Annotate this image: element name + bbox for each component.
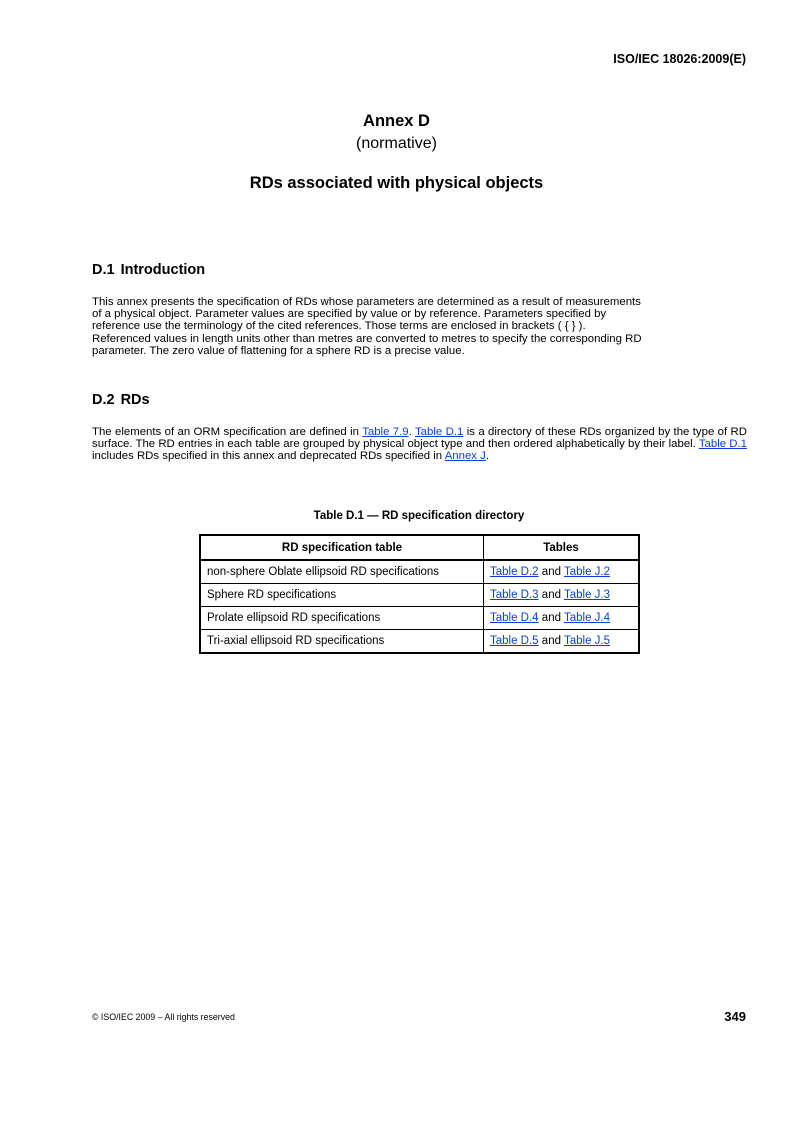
table-caption: Table D.1 — RD specification directory [313,510,525,522]
paragraph-line: parameter. The zero value of flattening for a sphere RD is a precise value. [92,344,465,357]
table-d1-link[interactable]: Table D.1 [698,438,747,451]
rds-paragraph [92,426,747,463]
table-link[interactable]: Table D.4 [490,612,539,624]
document-id: ISO/IEC 18026:2009(E) [613,52,746,66]
table-row [200,584,639,607]
table-d1-link[interactable]: Table D.1 [414,426,464,438]
copyright-notice: © ISO/IEC 2009 – All rights reserved [92,1012,235,1022]
table-link[interactable]: Table D.2 [490,566,539,578]
row-tables [484,584,640,607]
row-label: non-sphere Oblate ellipsoid RD specifications [200,560,484,584]
column-header: Tables [484,535,640,560]
paragraph-line: of a physical object. Parameter values are specified by value or by reference. Parameters specified by [92,308,607,321]
introduction-paragraph [92,296,747,357]
table-row [200,630,639,654]
section-title: RDs [120,392,150,408]
table-link[interactable]: Table J.2 [563,566,611,578]
section-title: Introduction [120,262,206,278]
row-label: Tri-axial ellipsoid RD specifications [200,630,484,654]
paragraph-text: includes RDs specified in this annex and deprecated RDs specified in [92,450,445,463]
paragraph-text: . [485,450,490,463]
annex-title: Annex D [363,112,430,130]
conjunction: and [541,566,561,578]
paragraph-line: This annex presents the specification of RDs whose parameters are determined as a result of measurements [92,296,641,308]
table-7-9-link[interactable]: Table 7.9 [362,426,409,438]
conjunction: and [541,589,561,601]
row-label: Prolate ellipsoid RD specifications [200,607,484,630]
table-link[interactable]: Table J.4 [563,612,611,624]
table-row [200,607,639,630]
conjunction: and [541,612,561,624]
section-heading-d1 [92,262,205,278]
annex-subtitle: (normative) [356,135,437,152]
table-link[interactable]: Table J.5 [563,635,611,647]
table-row [200,560,639,584]
row-tables [484,630,640,654]
rd-directory-table [199,534,640,654]
section-number: D.1 [92,262,115,278]
table-link[interactable]: Table D.3 [490,589,539,601]
section-heading-d2 [92,392,150,408]
row-tables [484,560,640,584]
conjunction: and [541,635,561,647]
paragraph-line: reference use the terminology of the cited references. Those terms are enclosed in brackets ( { } ). [92,320,586,333]
column-header: RD specification table [200,535,484,560]
row-tables [484,607,640,630]
table-header-row [200,535,639,560]
paragraph-text: The elements of an ORM specification are defined in [92,426,363,438]
paragraph-text: . [408,426,415,438]
paragraph-line: Referenced values in length units other than metres are converted to metres to specify the corresponding RD [92,332,642,345]
page-number: 349 [724,1009,746,1024]
table-link[interactable]: Table D.5 [490,635,539,647]
row-label: Sphere RD specifications [200,584,484,607]
table-link[interactable]: Table J.3 [563,589,611,601]
paragraph-text: is a directory of these RDs organized by the type of RD surface. The RD entries in each table are grouped by physical object type and then ordered alphabetically by their label. [92,426,748,451]
annex-heading: RDs associated with physical objects [249,174,544,192]
annex-j-link[interactable]: Annex J [444,450,486,463]
section-number: D.2 [92,392,115,408]
